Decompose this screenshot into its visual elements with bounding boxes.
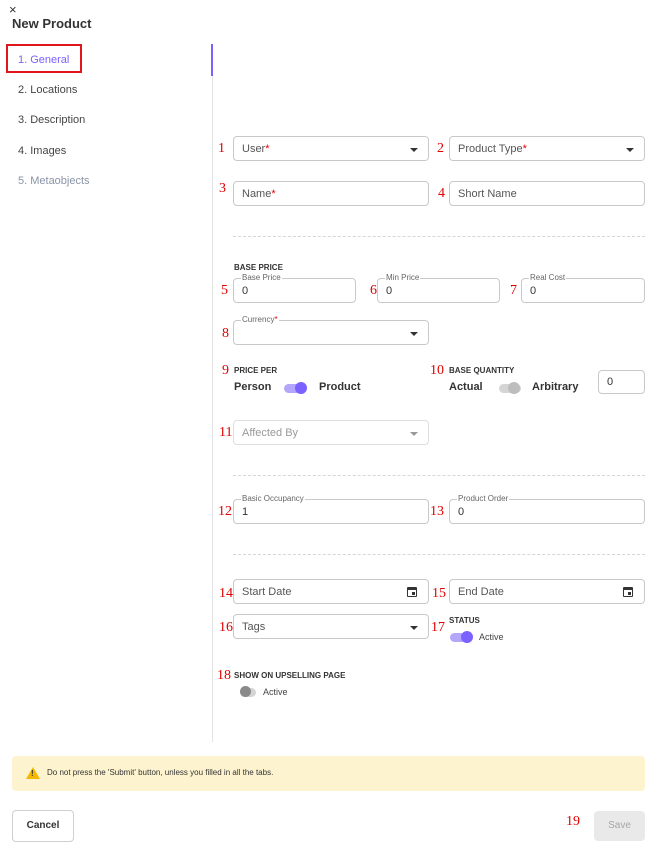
marker-12: 12 (218, 504, 232, 519)
basic-occupancy-label: Basic Occupancy (242, 494, 304, 503)
section-divider (233, 554, 645, 555)
short-name-input[interactable] (449, 181, 645, 206)
name-label: Name (242, 188, 272, 200)
product-order-input[interactable] (449, 494, 645, 524)
affected-by-select[interactable] (233, 420, 429, 445)
price-per-section-label: PRICE PER (234, 366, 278, 375)
marker-6: 6 (370, 283, 377, 298)
base-price-input[interactable] (233, 273, 356, 303)
marker-19: 19 (566, 814, 580, 829)
price-per-right-label: Product (319, 381, 361, 393)
section-divider (233, 475, 645, 476)
marker-18: 18 (217, 668, 231, 683)
marker-5: 5 (221, 283, 228, 298)
min-price-value: 0 (386, 285, 393, 297)
caret-down-icon (410, 332, 418, 336)
tags-label: Tags (242, 621, 266, 633)
calendar-icon[interactable] (407, 587, 417, 597)
base-price-value: 0 (242, 285, 249, 297)
cancel-button[interactable]: Cancel (12, 810, 74, 842)
base-price-label: Base Price (242, 273, 281, 282)
start-date-label: Start Date (242, 586, 292, 598)
active-tab-indicator (211, 44, 213, 76)
page-title: New Product (12, 16, 92, 31)
caret-down-icon (626, 148, 634, 152)
warning-banner (12, 756, 645, 791)
user-label: User (242, 143, 266, 155)
tags-select[interactable] (233, 614, 429, 639)
base-quantity-value: 0 (607, 376, 614, 388)
marker-16: 16 (219, 620, 233, 635)
caret-down-icon (410, 432, 418, 436)
nav-highlight-box (6, 44, 82, 73)
marker-11: 11 (219, 425, 233, 440)
short-name-label: Short Name (458, 188, 517, 200)
user-select[interactable] (233, 136, 429, 161)
marker-3: 3 (219, 181, 226, 196)
status-toggle[interactable] (449, 630, 475, 644)
basic-occupancy-input[interactable] (233, 494, 429, 524)
product-order-value: 0 (458, 506, 465, 518)
base-quantity-toggle[interactable] (496, 381, 522, 395)
end-date-input[interactable] (449, 579, 645, 604)
upselling-section-label: SHOW ON UPSELLING PAGE (234, 671, 346, 680)
required-mark: * (265, 143, 270, 155)
real-cost-value: 0 (530, 285, 537, 297)
real-cost-input[interactable] (521, 273, 645, 303)
marker-17: 17 (431, 620, 445, 635)
currency-label: Currency* (242, 315, 278, 324)
price-per-toggle[interactable] (283, 381, 309, 395)
min-price-input[interactable] (377, 273, 500, 303)
product-type-select[interactable] (449, 136, 645, 161)
calendar-icon[interactable] (623, 587, 633, 597)
nav-item-metaobjects: 5. Metaobjects (18, 175, 90, 187)
basic-occupancy-value: 1 (242, 506, 249, 518)
nav-item-description[interactable]: 3. Description (18, 114, 86, 126)
close-icon[interactable]: × (9, 2, 17, 17)
marker-10: 10 (430, 363, 444, 378)
marker-7: 7 (510, 283, 517, 298)
name-input[interactable] (233, 181, 429, 206)
real-cost-label: Real Cost (530, 273, 566, 282)
nav-item-general[interactable]: 1. General (18, 54, 70, 66)
marker-8: 8 (222, 326, 229, 341)
product-order-label: Product Order (458, 494, 509, 503)
save-button[interactable]: Save (594, 811, 645, 841)
base-quantity-input[interactable] (598, 370, 645, 394)
base-quantity-right-label: Arbitrary (532, 381, 579, 393)
marker-4: 4 (438, 186, 445, 201)
end-date-label: End Date (458, 586, 504, 598)
marker-15: 15 (432, 586, 446, 601)
required-mark: * (522, 143, 527, 155)
affected-by-label: Affected By (242, 427, 299, 439)
product-type-label: Product Type (458, 143, 523, 155)
warning-text: Do not press the 'Submit' button, unless you filled in all the tabs. (47, 768, 274, 777)
required-mark: * (271, 188, 276, 200)
marker-1: 1 (218, 141, 225, 156)
upselling-label: Active (263, 687, 288, 697)
price-per-left-label: Person (234, 381, 272, 393)
marker-14: 14 (219, 586, 233, 601)
status-label: Active (479, 632, 504, 642)
currency-select[interactable] (233, 315, 429, 345)
section-divider (233, 236, 645, 237)
warning-icon: ! (26, 767, 40, 779)
nav-item-images[interactable]: 4. Images (18, 145, 67, 157)
min-price-label: Min Price (386, 273, 420, 282)
upselling-toggle[interactable] (240, 686, 258, 698)
marker-2: 2 (437, 141, 444, 156)
base-quantity-left-label: Actual (449, 381, 483, 393)
caret-down-icon (410, 148, 418, 152)
base-price-section-label: BASE PRICE (234, 263, 283, 272)
caret-down-icon (410, 626, 418, 630)
status-section-label: STATUS (449, 616, 480, 625)
start-date-input[interactable] (233, 579, 429, 604)
base-quantity-section-label: BASE QUANTITY (449, 366, 515, 375)
marker-9: 9 (222, 363, 229, 378)
sidebar-divider (212, 44, 213, 742)
marker-13: 13 (430, 504, 444, 519)
nav-item-locations[interactable]: 2. Locations (18, 84, 78, 96)
